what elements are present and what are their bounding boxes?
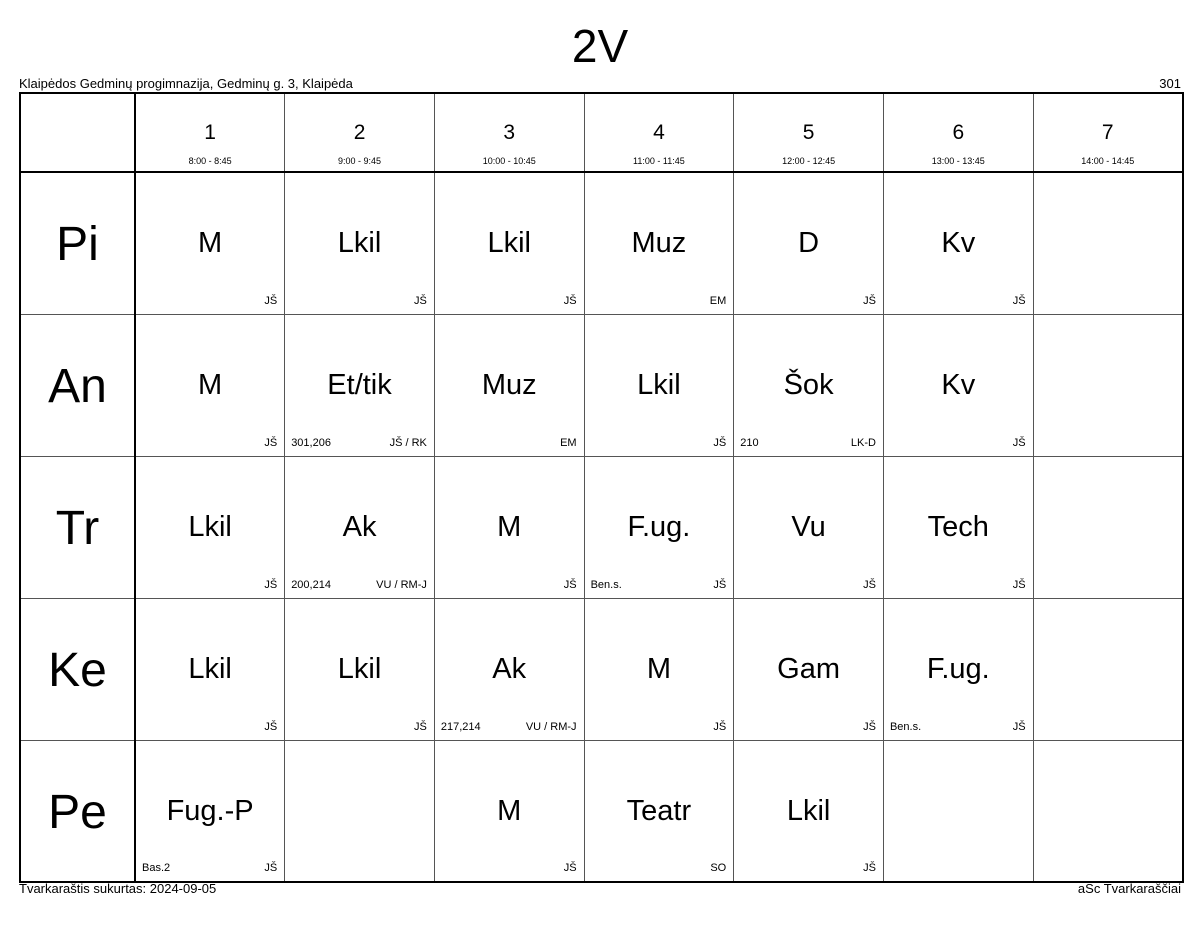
lesson-teacher: JŠ (1012, 294, 1026, 307)
lesson-cell (883, 598, 1033, 740)
lesson-teacher: JŠ (264, 720, 278, 733)
period-time: 10:00 - 10:45 (482, 156, 536, 166)
period-header (1033, 93, 1183, 172)
lesson-teacher: JŠ (264, 862, 278, 874)
lesson-subject: Teatr (626, 794, 692, 827)
lesson-teacher: JŠ (264, 436, 278, 449)
lesson-subject: F.ug. (627, 510, 691, 543)
lesson-room: 210 (740, 436, 759, 449)
lesson-room: 200,214 (291, 578, 331, 591)
period-header-row (20, 93, 1183, 172)
lesson-teacher: JŠ (414, 294, 427, 307)
period-time: 8:00 - 8:45 (188, 156, 232, 166)
lesson-room: Ben.s. (889, 720, 922, 733)
lesson-subject: Fug.-P (166, 794, 254, 827)
lesson-subject: Šok (783, 368, 834, 401)
lesson-cell (734, 598, 884, 740)
lesson-cell (285, 740, 435, 882)
corner-cell (20, 93, 135, 172)
lesson-teacher: JŠ (863, 720, 876, 733)
lesson-teacher: EM (709, 294, 727, 307)
lesson-cell (285, 456, 435, 598)
lesson-teacher: SO (710, 862, 727, 874)
lesson-cell (1033, 740, 1183, 882)
lesson-subject: Et/tik (327, 368, 392, 401)
lesson-cell (1033, 172, 1183, 314)
lesson-cell (434, 314, 584, 456)
lesson-cell (883, 314, 1033, 456)
lesson-cell (135, 598, 285, 740)
lesson-cell (135, 172, 285, 314)
lesson-teacher: JŠ (1012, 578, 1026, 591)
lesson-teacher: EM (560, 436, 577, 449)
period-number: 6 (952, 121, 965, 144)
period-header (285, 93, 435, 172)
lesson-teacher: JŠ (563, 294, 577, 307)
lesson-subject: Vu (791, 510, 826, 543)
lesson-room: Ben.s. (590, 578, 622, 591)
period-header (135, 93, 285, 172)
lesson-teacher: JŠ (414, 720, 427, 733)
day-row (20, 172, 1183, 314)
lesson-subject: Lkil (188, 510, 232, 543)
lesson-subject: Lkil (487, 227, 531, 259)
lesson-cell (1033, 598, 1183, 740)
lesson-teacher: JŠ (1012, 436, 1026, 449)
lesson-subject: Tech (927, 510, 989, 543)
lesson-cell (434, 740, 584, 882)
period-time: 9:00 - 9:45 (338, 156, 382, 166)
period-header (434, 93, 584, 172)
lesson-teacher: JŠ (713, 436, 727, 449)
lesson-teacher: JŠ (264, 578, 278, 591)
lesson-subject: Gam (777, 652, 841, 685)
period-number: 4 (653, 121, 665, 144)
software-credit: aSc Tvarkaraščiai (1077, 881, 1181, 896)
day-name: Ke (48, 643, 107, 697)
day-row (20, 598, 1183, 740)
period-time: 14:00 - 14:45 (1081, 156, 1135, 166)
lesson-room: 217,214 (440, 720, 481, 733)
day-name: Pe (48, 785, 107, 839)
lesson-cell (584, 456, 734, 598)
room-number: 301 (1159, 76, 1181, 91)
lesson-cell (883, 172, 1033, 314)
lesson-teacher: JŠ (264, 294, 278, 307)
lesson-cell (285, 172, 435, 314)
lesson-cell (584, 740, 734, 882)
period-number: 2 (353, 121, 366, 144)
lesson-subject: Lkil (337, 652, 382, 685)
lesson-teacher: JŠ (863, 862, 876, 874)
day-row (20, 740, 1183, 882)
period-time: 12:00 - 12:45 (782, 156, 836, 166)
lesson-subject: M (497, 510, 522, 543)
lesson-teacher: JŠ (713, 720, 727, 733)
lesson-teacher: VU / RM-J (376, 578, 427, 591)
lesson-subject: M (646, 652, 671, 685)
lesson-cell (135, 314, 285, 456)
page-title: 2V (571, 20, 629, 72)
lesson-cell (734, 456, 884, 598)
lesson-subject: Lkil (337, 227, 382, 259)
lesson-teacher: LK-D (850, 436, 876, 449)
lesson-cell (584, 314, 734, 456)
lesson-teacher: JŠ / RK (389, 436, 427, 449)
lesson-cell (734, 172, 884, 314)
lesson-subject: M (497, 794, 522, 827)
lesson-cell (434, 598, 584, 740)
lesson-cell (285, 598, 435, 740)
lesson-teacher: JŠ (713, 578, 727, 591)
lesson-subject: M (198, 368, 223, 401)
lesson-subject: D (798, 227, 820, 259)
lesson-subject: Ak (492, 652, 527, 685)
lesson-cell (883, 740, 1033, 882)
lesson-cell (883, 456, 1033, 598)
created-date: Tvarkaraštis sukurtas: 2024-09-05 (19, 881, 217, 896)
period-number: 5 (802, 121, 815, 144)
lesson-cell (734, 740, 884, 882)
period-time: 13:00 - 13:45 (931, 156, 985, 166)
period-number: 7 (1101, 121, 1114, 144)
lesson-subject: Muz (631, 227, 687, 259)
lesson-subject: Kv (941, 227, 976, 259)
timetable-grid (19, 92, 1184, 883)
lesson-cell (135, 456, 285, 598)
lesson-subject: Lkil (188, 652, 232, 685)
school-name: Klaipėdos Gedminų progimnazija, Gedminų g. 3, Klaipėda (19, 76, 353, 91)
lesson-teacher: VU / RM-J (525, 720, 577, 733)
lesson-cell (434, 172, 584, 314)
lesson-cell (584, 172, 734, 314)
day-row (20, 456, 1183, 598)
period-header (734, 93, 884, 172)
day-name: Tr (55, 501, 100, 555)
lesson-cell (584, 598, 734, 740)
day-header (20, 598, 135, 740)
lesson-cell (285, 314, 435, 456)
lesson-teacher: JŠ (563, 578, 577, 591)
lesson-room: 301,206 (291, 436, 331, 449)
day-row (20, 314, 1183, 456)
lesson-subject: Ak (342, 510, 377, 543)
period-number: 3 (503, 121, 516, 144)
day-header (20, 740, 135, 882)
lesson-teacher: JŠ (1012, 720, 1026, 733)
day-name: Pi (56, 218, 99, 271)
lesson-teacher: JŠ (863, 294, 876, 307)
period-number: 1 (204, 121, 216, 144)
lesson-subject: M (198, 227, 223, 259)
lesson-cell (135, 740, 285, 882)
lesson-subject: F.ug. (926, 652, 990, 685)
lesson-subject: Kv (941, 368, 976, 401)
lesson-cell (1033, 456, 1183, 598)
day-header (20, 456, 135, 598)
lesson-subject: Lkil (786, 794, 831, 827)
day-header (20, 314, 135, 456)
day-name: An (48, 359, 107, 413)
lesson-cell (1033, 314, 1183, 456)
lesson-subject: Lkil (637, 368, 681, 401)
lesson-teacher: JŠ (863, 578, 876, 591)
lesson-teacher: JŠ (563, 862, 577, 874)
period-header (584, 93, 734, 172)
lesson-cell (434, 456, 584, 598)
day-header (20, 172, 135, 314)
lesson-subject: Muz (481, 368, 537, 401)
period-time: 11:00 - 11:45 (633, 156, 685, 166)
lesson-cell (734, 314, 884, 456)
period-header (883, 93, 1033, 172)
lesson-room: Bas.2 (142, 862, 171, 874)
